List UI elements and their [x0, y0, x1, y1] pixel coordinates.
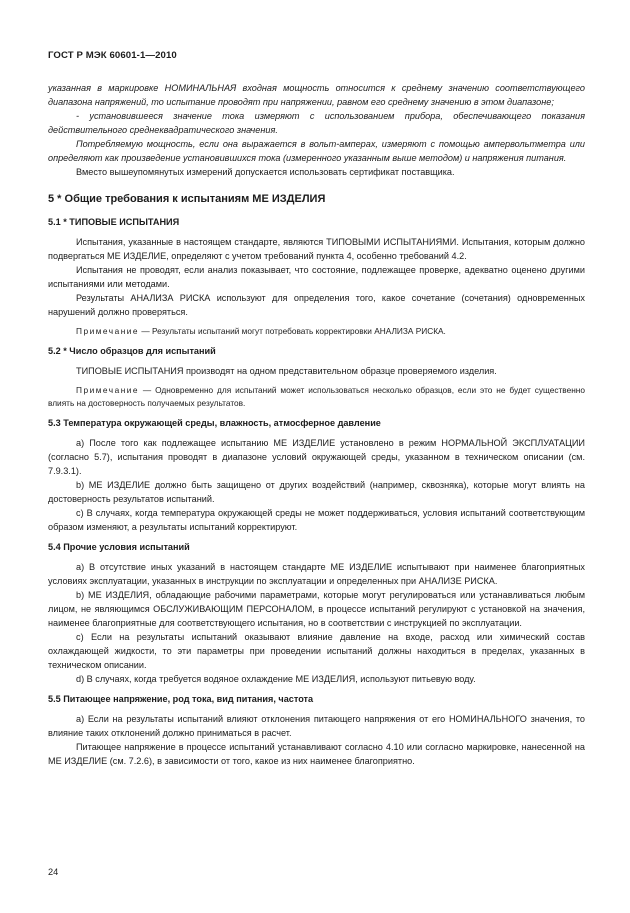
- page-number: 24: [48, 867, 59, 877]
- subsection-5-4-heading: 5.4 Прочие условия испытаний: [48, 542, 190, 552]
- subsection-5-1-heading: 5.1 * ТИПОВЫЕ ИСПЫТАНИЯ: [48, 217, 180, 227]
- subsection-5-2-heading: 5.2 * Число образцов для испытаний: [48, 346, 216, 356]
- subsection-5-5-heading: 5.5 Питающее напряжение, род тока, вид питания, частота: [48, 694, 314, 704]
- list-item: с) Если на результаты испытаний оказывают влияние давление на входе, расход или химический состав охлаждающей жидкости, то эти параметры при проведении испытаний должны находиться в пределах, указанных в техническом описании.: [48, 632, 585, 670]
- paragraph: ТИПОВЫЕ ИСПЫТАНИЯ производят на одном представительном образце проверяемого изделия.: [76, 366, 497, 376]
- note-label: Примечание: [76, 385, 140, 395]
- list-item: b) МЕ ИЗДЕЛИЕ должно быть защищено от других воздействий (например, сквозняка), которые могут влиять на достоверность результатов испытаний.: [48, 480, 585, 504]
- note-label: Примечание: [76, 326, 140, 336]
- paragraph: Испытания не проводят, если анализ показывает, что состояние, подлежащее проверке, адекватно оценено другими испытаниями или методами.: [48, 265, 585, 289]
- list-item: а) В отсутствие иных указаний в настоящем стандарте МЕ ИЗДЕЛИЕ испытывают при наименее благоприятных условиях эксплуатации, указанных в инструкции по эксплуатации и определенных при АНАЛИЗЕ РИСКА.: [48, 562, 585, 586]
- section-5-heading: 5 * Общие требования к испытаниям МЕ ИЗДЕЛИЯ: [48, 193, 326, 205]
- intro-paragraph: Потребляемую мощность, если она выражается в вольт-амперах, измеряют с помощью ампервольтметра или определяют как произведение установившихся тока (измеренного указанным выше методом) и напряжения питания.: [48, 139, 585, 163]
- note-text: — Результаты испытаний могут потребовать корректировки АНАЛИЗА РИСКА.: [139, 326, 446, 336]
- intro-paragraph: Вместо вышеупомянутых измерений допускается использовать сертификат поставщика.: [76, 167, 455, 177]
- intro-paragraph: указанная в маркировке НОМИНАЛЬНАЯ входная мощность относится к среднему значению соответствующего диапазона напряжений, то испытание проводят при напряжении, равном его среднему значению в этом диапазоне;: [48, 83, 585, 107]
- page-body: [48, 81, 585, 768]
- paragraph: Питающее напряжение в процессе испытаний устанавливают согласно 4.10 или согласно маркировке, нанесенной на МЕ ИЗДЕЛИЕ (см. 7.2.6), в зависимости от того, какое из них наименее благоприятно.: [48, 742, 585, 766]
- subsection-5-3-heading: 5.3 Температура окружающей среды, влажность, атмосферное давление: [48, 418, 381, 428]
- note-text: — Одновременно для испытаний может использоваться несколько образцов, если это не будет существенно влиять на достоверность получаемых результатов.: [48, 385, 585, 408]
- list-item: b) МЕ ИЗДЕЛИЯ, обладающие рабочими параметрами, которые могут регулироваться или устанавливаться любым лицом, не являющимся ОБСЛУЖИВАЮЩИМ ПЕРСОНАЛОМ, в процессе испытаний регулируют с установкой на значения, наименее благоприятные для соответствующего испытания, но в соответствии с инструкцией по эксплуатации.: [48, 590, 585, 628]
- note: [48, 384, 585, 410]
- running-header: ГОСТ Р МЭК 60601-1—2010: [48, 50, 177, 61]
- list-item: d) В случаях, когда требуется водяное охлаждение МЕ ИЗДЕЛИЯ, используют питьевую воду.: [76, 674, 476, 684]
- list-item: а) Если на результаты испытаний влияют отклонения питающего напряжения от его НОМИНАЛЬНОГО значения, то влияние таких отклонений должно приниматься в расчет.: [48, 714, 585, 738]
- intro-paragraph: - установившееся значение тока измеряют с использованием прибора, обеспечивающего показания действительного среднеквадратического значения.: [48, 111, 585, 135]
- note: [48, 325, 585, 338]
- list-item: с) В случаях, когда температура окружающей среды не может поддерживаться, условия испытаний соответствующим образом изменяют, а результаты испытаний корректируют.: [48, 508, 585, 532]
- paragraph: Испытания, указанные в настоящем стандарте, являются ТИПОВЫМИ ИСПЫТАНИЯМИ. Испытания, которым должно подвергаться МЕ ИЗДЕЛИЕ, определяют с учетом требований пункта 4, особенно требований 4.2.: [48, 237, 585, 261]
- paragraph: Результаты АНАЛИЗА РИСКА используют для определения того, какое сочетание (сочетания) одновременных нарушений должно проверяться.: [48, 293, 585, 317]
- list-item: а) После того как подлежащее испытанию МЕ ИЗДЕЛИЕ установлено в режим НОРМАЛЬНОЙ ЭКСПЛУАТАЦИИ (согласно 5.7), испытания проводят в диапазоне условий окружающей среды, указанном в техническом описании (см. 7.9.3.1).: [48, 438, 585, 476]
